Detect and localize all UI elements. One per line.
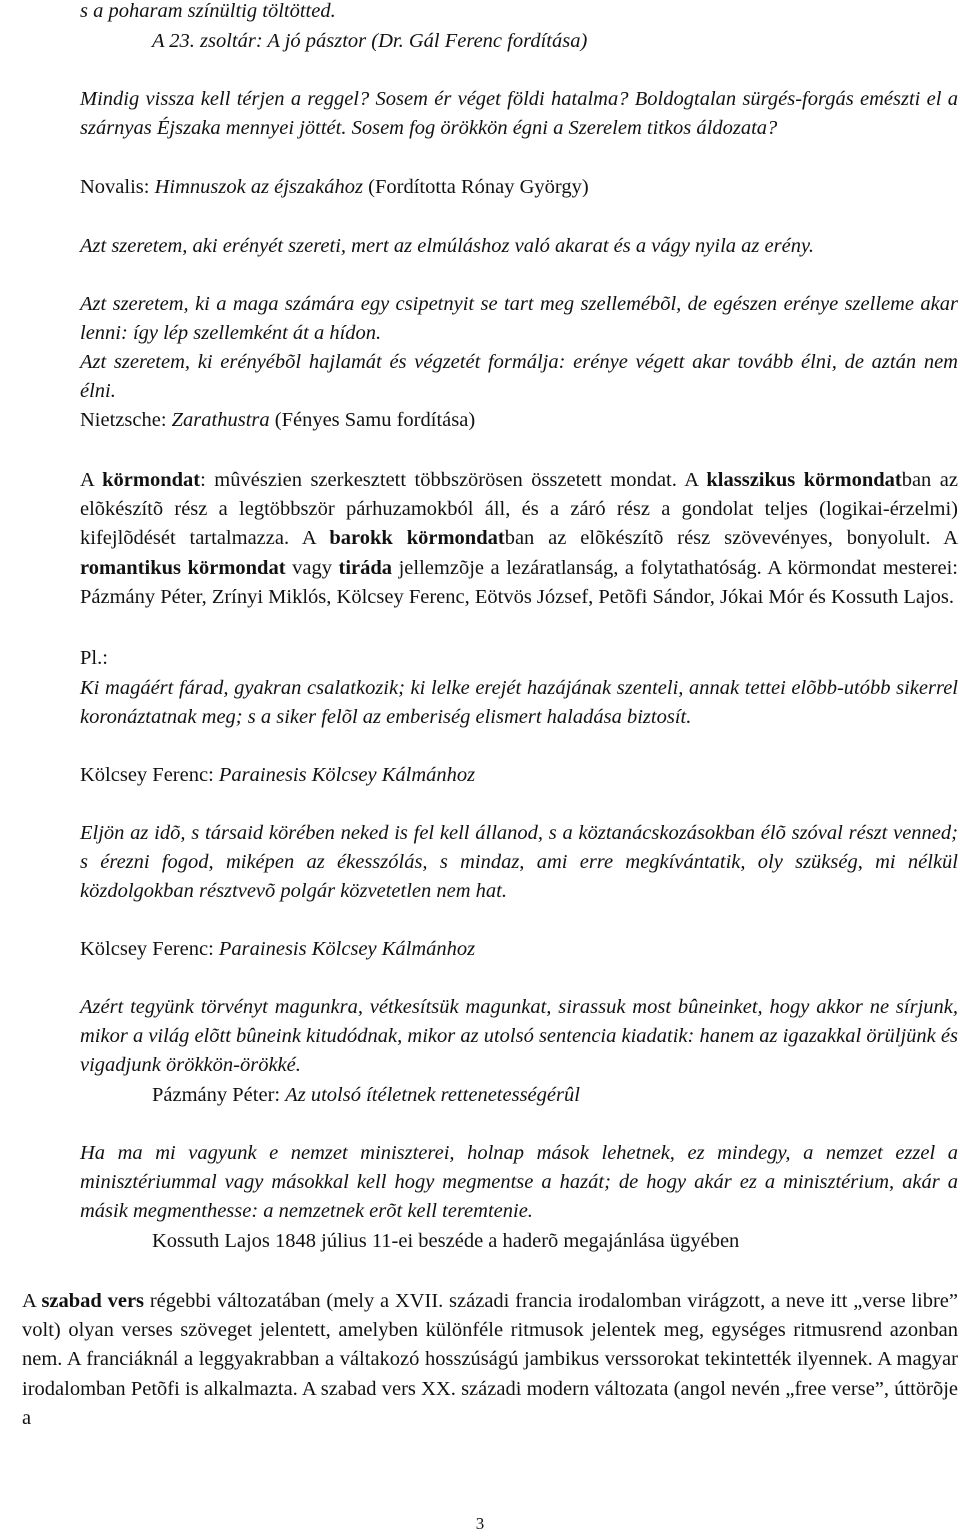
novalis-quote: Mindig vissza kell térjen a reggel? Sosem ér véget földi hatalma? Boldogtalan sürgés-forgás emészti el a szárnyas Éjszaka mennyei jöttét. Sosem fog örökkön égni a Szerelem titkos áldozata? [80, 88, 958, 140]
nietzsche-credit [80, 406, 958, 435]
nietzsche-line-1: Azt szeretem, aki erényét szereti, mert az elmúláshoz való akarat és a vágy nyila az erény. [80, 235, 815, 257]
term-klasszikus-kormondat: klasszikus körmondat [706, 469, 902, 491]
term-romantikus-kormondat: romantikus körmondat [80, 556, 286, 579]
credit-author: Kölcsey Ferenc: [80, 764, 214, 786]
example-4-credit: Kossuth Lajos 1848 július 11-ei beszéde a haderõ megajánlása ügyében [152, 1230, 740, 1252]
credit-work: Parainesis Kölcsey Kálmánhoz [218, 938, 476, 960]
example-4-text: Ha ma mi vagyunk e nemzet miniszterei, holnap mások lehetnek, ez mindegy, a nemzet ezzel a minisztériummal vagy másokkal kell hogy megmentse a hazát; de hogy akár ez a minisztérium, akár a másik megmenthesse: a nemzetnek erõt kell teremtenie. [80, 1142, 958, 1223]
example-3-text: Azért tegyünk törvényt magunkra, vétkesítsük magunkat, sirassuk most bûneinket, hogy akkor ne sírjunk, mikor a világ elõtt bûneink kitudódnak, mikor az utolsó sentencia kiadatik: hanem az igazakkal örüljünk és vigadjunk örökkön-örökké. [80, 996, 958, 1077]
example-2-text: Eljön az idõ, s társaid körében neked is fel kell állanod, s a köztanácskozásokban élõ szóval részt venned; s érezni fogod, miképen az ékesszólás, s mindaz, ami erre megkívántatik, oly szükség, mi nélkül közdolgokban résztvevõ polgár közvetetlen nem hat. [80, 822, 958, 903]
credit-author: Pázmány Péter: [152, 1084, 281, 1106]
credit-author: Nietzsche: [80, 409, 167, 431]
novalis-credit [80, 173, 958, 202]
example-3-credit [152, 1081, 958, 1110]
credit-translator: (Fényes Samu fordítása) [274, 409, 476, 431]
example-1-text: Ki magáért fárad, gyakran csalatkozik; ki lelke erejét hazájának szenteli, annak tettei elõbb-utóbb sikerrel koronáztatnak meg; s a siker felõl az emberiség elismert haladása biztosít. [80, 677, 958, 729]
credit-work: Az utolsó ítéletnek rettenetességérûl [285, 1084, 580, 1106]
nietzsche-line-3: Azt szeretem, ki erényébõl hajlamát és végzetét formálja: erénye végett akar tovább élni, de aztán nem élni. [80, 351, 958, 403]
credit-work: Zarathustra [171, 409, 270, 431]
credit-work: Himnuszok az éjszakához [154, 176, 364, 198]
example-label: Pl.: [80, 647, 108, 669]
page-number: 3 [475, 1514, 485, 1533]
psalm-credit: A 23. zsoltár: A jó pásztor (Dr. Gál Ferenc fordítása) [152, 30, 588, 52]
kormondat-definition: A körmondat: mûvészien szerkesztett többszörösen összetett mondat. A klasszikus körmondatban az elõkészítõ rész a legtöbbször párhuzamokból áll, és a záró rész a gondolat teljes (logikai-érzelmi) kifejlõdését tartalmazza. A barokk körmondatban az elõkészítõ rész szövevényes, bonyolult. A romantikus körmondat vagy tiráda jellemzõje a lezáratlanság, a folytathatóság. A körmondat mesterei: Pázmány Péter, Zrínyi Miklós, Kölcsey Ferenc, Eötvös József, Petõfi Sándor, Jókai Mór és Kossuth Lajos. [80, 469, 958, 608]
szabad-vers-definition: A szabad vers régebbi változatában (mely a XVII. századi francia irodalomban virágzott, a neve itt „verse libre” volt) olyan verses szöveget jelentett, amelyben különféle ritmusok jelentek meg, egységes ritmusrend azonban nem. A franciáknál a leggyakrabban a váltakozó hosszúságú jambikus verssorokat tekintették ilyennek. A magyar irodalomban Petõfi is alkalmazta. A szabad vers XX. századi modern változata (angol nevén „free verse”, úttörõje a [22, 1290, 958, 1429]
credit-author: Novalis: [80, 176, 150, 198]
term-kormondat: körmondat [102, 469, 201, 491]
credit-work: Parainesis Kölcsey Kálmánhoz [218, 764, 476, 786]
credit-author: Kölcsey Ferenc: [80, 938, 214, 960]
nietzsche-line-2: Azt szeretem, ki a maga számára egy csipetnyit se tart meg szellemébõl, de egészen erénye szelleme akar lenni: így lép szellemként át a hídon. [80, 293, 958, 345]
example-2-credit [80, 935, 958, 964]
example-1-credit [80, 761, 958, 790]
term-tirada: tiráda [338, 556, 393, 579]
term-szabad-vers: szabad vers [41, 1290, 145, 1312]
credit-translator: (Fordította Rónay György) [368, 176, 589, 198]
psalm-tail: s a poharam színültig töltötted. [80, 0, 336, 22]
term-barokk-kormondat: barokk körmondat [329, 527, 505, 550]
